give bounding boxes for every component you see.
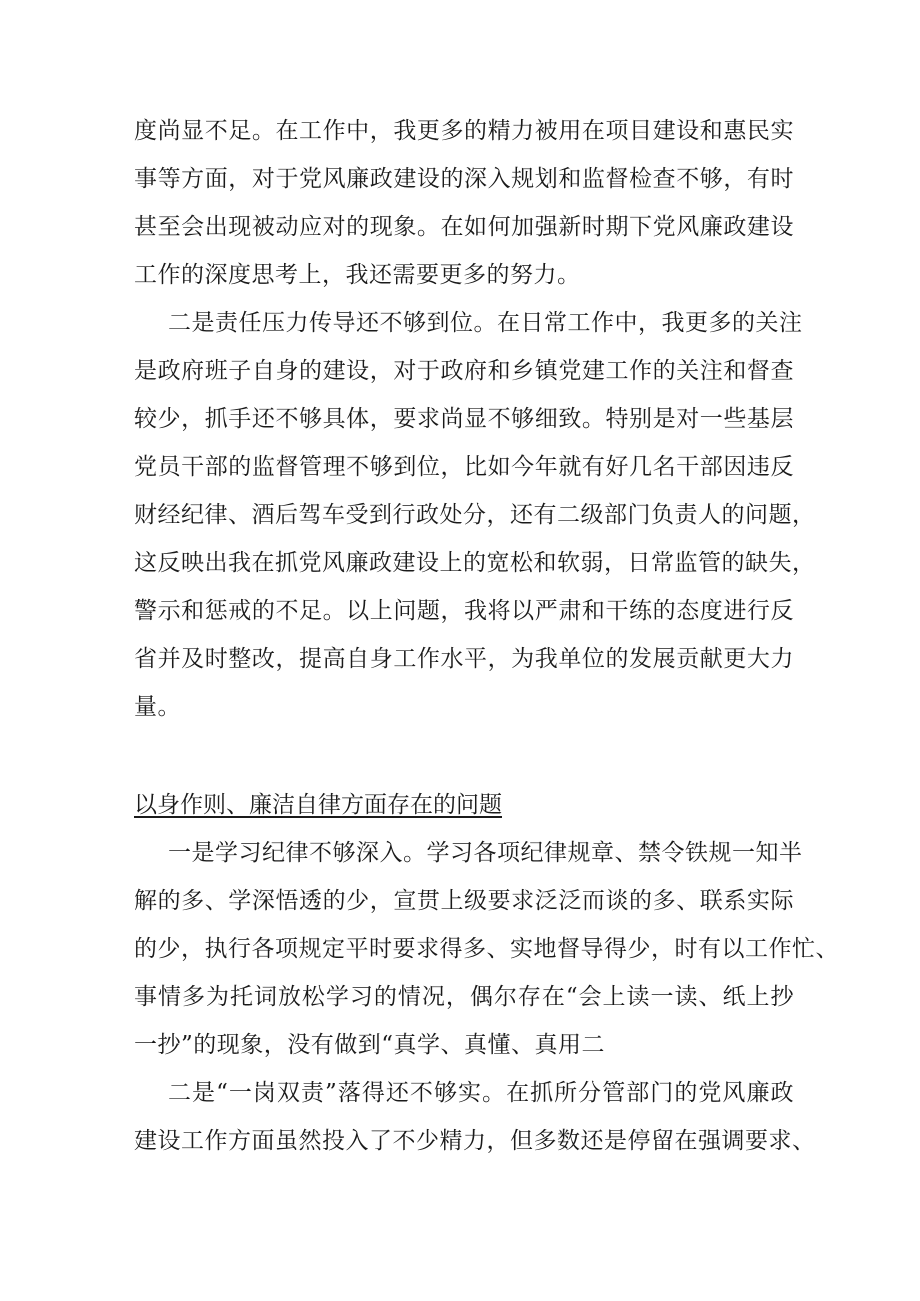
section-paragraph-2-line-1: 二是“一岗双责”落得还不够实。在抓所分管部门的党风廉政 [168,1080,794,1106]
paragraph-2-line-6: 这反映出我在抓党风廉政建设上的宽松和软弱，日常监管的缺失， [134,550,816,576]
section-paragraph-1-line-3: 的少，执行各项规定平时要求得多、实地督导得少，时有以工作忙、 [134,936,839,962]
section-paragraph-1-line-4: 事情多为托词放松学习的情况，偶尔存在“会上读一读、纸上抄 [134,984,794,1010]
section-heading: 以身作则、廉洁自律方面存在的问题 [134,792,502,818]
paragraph-2-line-5: 财经纪律、酒后驾车受到行政处分，还有二级部门负责人的问题， [134,502,816,528]
paragraph-1-line-1: 度尚显不足。在工作中，我更多的精力被用在项目建设和惠民实 [134,118,794,144]
paragraph-2-line-1: 二是责任压力传导还不够到位。在日常工作中，我更多的关注 [168,310,803,336]
section-paragraph-2-line-2: 建设工作方面虽然投入了不少精力，但多数还是停留在强调要求、 [134,1128,816,1154]
paragraph-2-line-2: 是政府班子自身的建设，对于政府和乡镇党建工作的关注和督查 [134,358,794,384]
section-paragraph-1-line-5: 一抄”的现象，没有做到“真学、真懂、真用二 [134,1032,606,1058]
paragraph-2-line-9: 量。 [134,694,181,720]
paragraph-2-line-3: 较少，抓手还不够具体，要求尚显不够细致。特别是对一些基层 [134,406,794,432]
paragraph-2-line-8: 省并及时整改，提高自身工作水平，为我单位的发展贡献更大力 [134,646,794,672]
section-paragraph-1-line-2: 解的多、学深悟透的少，宣贯上级要求泛泛而谈的多、联系实际 [134,888,794,914]
paragraph-1-line-3: 甚至会出现被动应对的现象。在如何加强新时期下党风廉政建设 [134,214,794,240]
paragraph-1-line-4: 工作的深度思考上，我还需要更多的努力。 [134,262,581,288]
paragraph-1-line-2: 事等方面，对于党风廉政建设的深入规划和监督检查不够，有时 [134,166,794,192]
paragraph-2-line-4: 党员干部的监督管理不够到位，比如今年就有好几名干部因违反 [134,454,794,480]
section-paragraph-1-line-1: 一是学习纪律不够深入。学习各项纪律规章、禁令铁规一知半 [168,840,803,866]
paragraph-2-line-7: 警示和惩戒的不足。以上问题，我将以严肃和干练的态度进行反 [134,598,794,624]
